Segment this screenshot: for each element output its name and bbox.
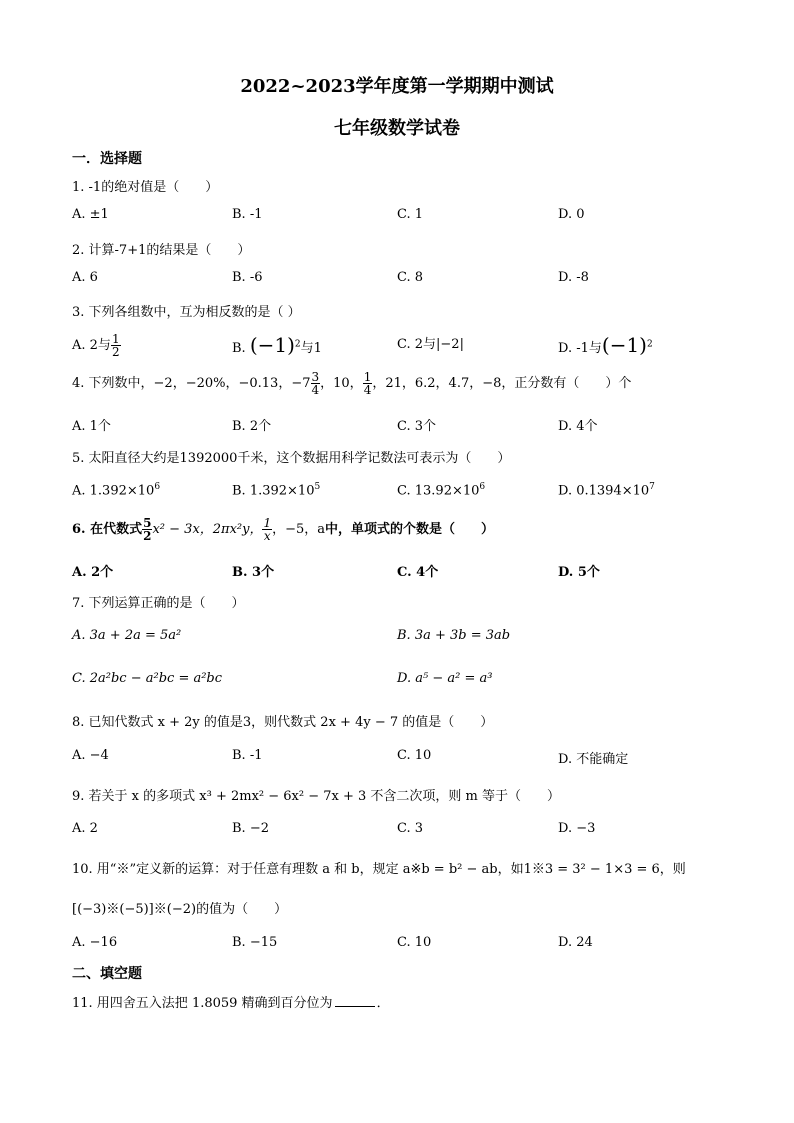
option-d[interactable]: D. 4个 xyxy=(558,419,598,434)
option-b[interactable]: B. 3个 xyxy=(232,565,275,580)
option-a-text: A. 2与 xyxy=(72,338,111,353)
question-10-options xyxy=(72,935,732,957)
option-c[interactable]: C. 2与|−2| xyxy=(397,337,464,352)
option-d[interactable]: D. −3 xyxy=(558,821,596,836)
numerator: 3 xyxy=(311,370,320,384)
exponent: 2 xyxy=(294,339,301,350)
question-7-stem: 7. 下列运算正确的是（ ） xyxy=(72,596,245,611)
page-subtitle: 七年级数学试卷 xyxy=(334,118,460,139)
numerator: 1 xyxy=(263,516,272,530)
option-c[interactable]: C. 1 xyxy=(397,207,424,222)
option-d[interactable]: D. a⁵ − a² = a³ xyxy=(397,671,493,686)
stem-expression: ，−5，a xyxy=(272,522,326,537)
denominator: 2 xyxy=(143,529,152,543)
numerator: 5 xyxy=(143,516,152,530)
option-b[interactable] xyxy=(232,482,320,498)
question-6-options xyxy=(72,561,732,583)
question-3-stem: 3. 下列各组数中，互为相反数的是（ ） xyxy=(72,305,301,320)
numerator: 1 xyxy=(363,370,372,384)
option-a[interactable]: A. −16 xyxy=(72,935,118,950)
denominator: 4 xyxy=(311,383,320,397)
option-b[interactable]: B. 3a + 3b = 3ab xyxy=(397,628,511,643)
question-2-options xyxy=(72,270,732,292)
option-b[interactable]: B. -1 xyxy=(232,748,263,763)
option-b[interactable]: B. -6 xyxy=(232,270,263,285)
option-a[interactable] xyxy=(72,482,160,498)
question-4-stem xyxy=(72,371,631,396)
option-b[interactable] xyxy=(232,333,322,357)
option-b[interactable]: B. -1 xyxy=(232,207,263,222)
question-11-stem xyxy=(72,992,390,1011)
denominator: 2 xyxy=(111,345,120,359)
option-d[interactable]: D. 24 xyxy=(558,935,593,950)
question-9-options xyxy=(72,821,732,843)
option-c[interactable]: C. 2a²bc − a²bc = a²bc xyxy=(72,671,223,686)
option-b[interactable]: B. −15 xyxy=(232,935,278,950)
option-d[interactable]: D. -8 xyxy=(558,270,589,285)
option-a[interactable]: A. −4 xyxy=(72,748,109,763)
question-10-stem-line2: [(−3)※(−5)]※(−2)的值为（ ） xyxy=(72,902,288,917)
exponent: 5 xyxy=(314,482,321,492)
stem-part: 4. 下列数中，−2，−20%，−0.13，−7 xyxy=(72,376,311,391)
section-heading-fill: 二、填空题 xyxy=(72,966,142,982)
stem-part: 中，单项式的个数是（ ） xyxy=(325,522,495,537)
option-a[interactable]: A. 2个 xyxy=(72,565,114,580)
option-b[interactable]: B. 2个 xyxy=(232,419,272,434)
option-d-text: D. 0.1394×10 xyxy=(558,483,650,499)
option-d[interactable]: D. 5个 xyxy=(558,565,600,580)
question-8-options xyxy=(72,748,732,770)
question-5-stem: 5. 太阳直径大约是1392000千米，这个数据用科学记数法可表示为（ ） xyxy=(72,451,511,466)
option-c[interactable]: C. 8 xyxy=(397,270,424,285)
option-a[interactable]: A. 6 xyxy=(72,270,98,285)
fraction xyxy=(142,517,152,542)
denominator: x xyxy=(263,529,271,543)
exponent: 7 xyxy=(649,482,655,492)
fraction xyxy=(111,333,121,358)
stem-part: 6. 在代数式 xyxy=(72,522,143,537)
numerator: 1 xyxy=(111,332,120,346)
option-c[interactable]: C. 10 xyxy=(397,748,432,763)
question-7-options-row2 xyxy=(72,671,732,693)
denominator: 4 xyxy=(363,383,372,397)
option-c[interactable]: C. 4个 xyxy=(397,565,439,580)
fraction xyxy=(363,371,373,396)
option-d[interactable] xyxy=(558,482,655,498)
option-c[interactable]: C. 3个 xyxy=(397,419,437,434)
option-d-text: D. -1与 xyxy=(558,341,602,356)
question-7-options-row1 xyxy=(72,628,732,650)
option-a[interactable]: A. 1个 xyxy=(72,419,111,434)
exponent: 6 xyxy=(479,482,486,492)
question-9-stem: 9. 若关于 x 的多项式 x³ + 2mx² − 6x² − 7x + 3 不含二次项，则 m 等于（ ） xyxy=(72,789,560,804)
option-d[interactable]: D. 不能确定 xyxy=(558,752,629,767)
option-c[interactable]: C. 10 xyxy=(397,935,432,950)
question-10-stem-line1: 10. 用“※”定义新的运算：对于任意有理数 a 和 b，规定 a※b = b² − ab，如1※3 = 3² − 1×3 = 6，则 xyxy=(72,862,686,877)
page-title: 2022~2023学年度第一学期期中测试 xyxy=(240,76,554,97)
option-a[interactable]: A. 3a + 2a = 5a² xyxy=(72,628,182,643)
question-1-options xyxy=(72,207,732,229)
question-6-stem xyxy=(72,517,494,542)
stem-part: ，21，6.2，4.7，−8，正分数有（ ）个 xyxy=(372,376,632,391)
exponent: 6 xyxy=(154,482,161,492)
question-2-stem: 2. 计算-7+1的结果是（ ） xyxy=(72,243,251,258)
stem-expression: x² − 3x，2πx²y， xyxy=(152,522,263,537)
base: (−1) xyxy=(249,333,295,357)
option-c[interactable]: C. 3 xyxy=(397,821,424,836)
option-a[interactable]: A. 2 xyxy=(72,821,98,836)
exponent: 2 xyxy=(646,339,653,350)
question-1-stem: 1. -1的绝对值是（ ） xyxy=(72,180,219,195)
question-3-options xyxy=(72,332,732,359)
option-b[interactable]: B. −2 xyxy=(232,821,269,836)
stem-part: ，10， xyxy=(320,376,363,391)
question-5-options xyxy=(72,482,732,504)
base: (−1) xyxy=(601,333,647,357)
option-d[interactable]: D. 0 xyxy=(558,207,585,222)
question-4-options xyxy=(72,415,732,437)
answer-blank[interactable] xyxy=(335,1006,375,1007)
option-c-text: C. 13.92×10 xyxy=(397,483,480,499)
mixed-fraction xyxy=(311,371,321,396)
question-8-stem: 8. 已知代数式 x + 2y 的值是3，则代数式 2x + 4y − 7 的值是（ ） xyxy=(72,715,494,730)
option-b-text: B. 1.392×10 xyxy=(232,483,315,499)
section-heading-choice: 一．选择题 xyxy=(72,151,142,167)
option-a[interactable]: A. ±1 xyxy=(72,207,109,222)
stem-text: 11. 用四舍五入法把 1.8059 精确到百分位为 xyxy=(72,996,333,1011)
option-a[interactable] xyxy=(72,333,121,358)
option-d[interactable] xyxy=(558,333,653,357)
option-a-text: A. 1.392×10 xyxy=(72,483,155,499)
option-b-label: B. xyxy=(232,341,246,356)
stem-tail: ． xyxy=(376,996,390,1011)
option-c[interactable] xyxy=(397,482,485,498)
fraction xyxy=(262,517,272,542)
option-b-tail: 与1 xyxy=(300,341,322,356)
